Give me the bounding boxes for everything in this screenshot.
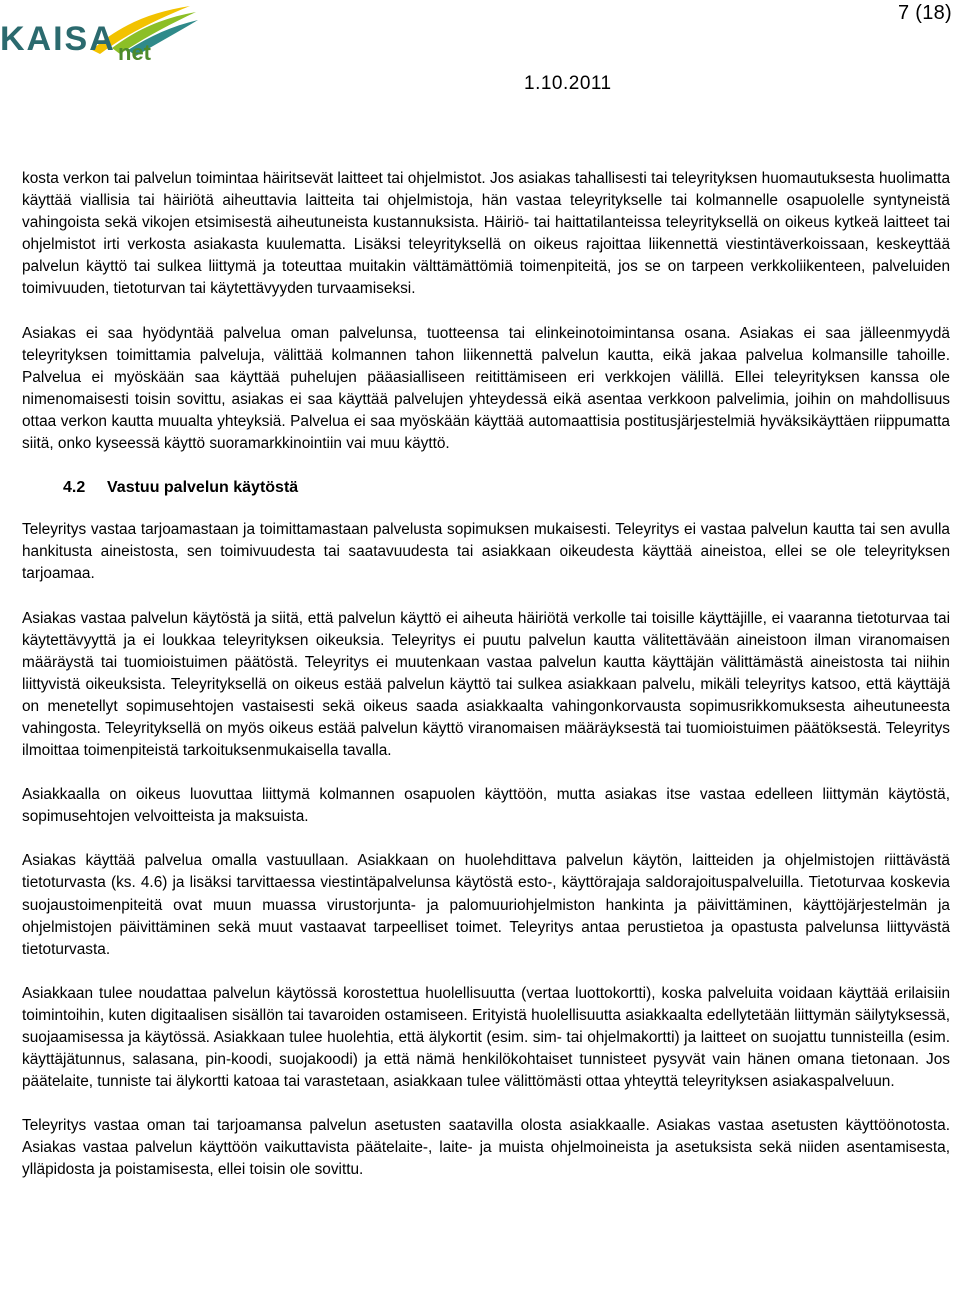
document-body [22,168,950,1204]
document-date: 1.10.2011 [524,73,612,94]
body-paragraph: Asiakkaan tulee noudattaa palvelun käytössä korostettua huolellisuutta (vertaa luottokortti), koska palveluita voidaan käyttää erilaisiin toimintoihin, kuten digitaalisen sisällön tai tavaroiden ostamiseen. Erityistä huolellisuutta asiakkaalta edellytetään liittymän säilytyksessä, suojaamisessa ja käytössä. Asiakkaan tulee huolehtia, että älykortit (esim. sim- tai ohjelmakortti) ja laitteet on suojattu tunnisteilla (esim. käyttäjätunnus, salasana, pin-koodi, suojakoodi) ja että nämä henkilökohtaiset tunnisteet pysyvät vain hänen omana tietonaan. Jos päätelaite, tunniste tai älykortti katoaa tai varastetaan, asiakkaan tulee välittömästi ottaa yhteyttä teleyrityksen asiakaspalveluun. [22,984,950,1091]
body-paragraph: Teleyritys vastaa oman tai tarjoamansa palvelun asetusten saatavilla olosta asiakkaalle. Asiakas vastaa asetusten käyttöönotosta. Asiakas vastaa palvelun käyttöön vaikuttavista päätelaite-, laite- ja muista ohjelmoineista ja asetuksista sekä niiden asentamisesta, ylläpidosta ja poistamisesta, ellei toisin ole sovittu. [22,1117,950,1179]
logo-wordmark: KAISA [0,20,116,58]
kaisanet-logo [0,4,200,68]
body-paragraph: Asiakas ei saa hyödyntää palvelua oman palvelunsa, tuotteensa tai elinkeinotoimintansa osana. Asiakas ei saa jälleenmyydä teleyrityksen toimittamia palveluja, välittää kolmannen tahon liikennettä palvelun kautta, eikä jakaa palvelua kolmansille tahoille. Palvelua ei myöskään saa käyttää puhelujen pääasialliseen reitittämiseen eri verkkojen välillä. Ellei teleyrityksen kanssa ole nimenomaisesti toisin sovittu, asiakas ei saa käyttää palvelujen yhteydessä eikä asentaa verkkoon palvelimia, joihin on mahdollisuus ottaa verkon kautta muualta yhteyksiä. Palvelua ei saa myöskään käyttää automaattisia postitusjärjestelmiä hyväksikäyttäen riippumatta siitä, onko kyseessä käyttö suoramarkkinointiin vai muu käyttö. [22,324,950,453]
body-paragraph: Asiakas vastaa palvelun käytöstä ja siitä, että palvelun käyttö ei aiheuta häiriötä verkolle tai toisille käyttäjille, ei vaaranna tietoturvaa tai käytettävyyttä ja ei loukkaa teleyrityksen oikeuksia. Teleyritys ei puutu palvelun kautta välitettävään aineistoon ilman viranomaisen määräystä tai tuomioistuimen päätöstä. Teleyritys ei muutenkaan vastaa palvelun kautta käyttäjän välittämästä aineistosta tai niihin liittyvistä oikeuksista. Teleyrityksellä on oikeus estää palvelun käyttö tai sulkea asiakkaan palvelu, mikäli teleyritys katsoo, että käyttäjä on menetellyt sopimusehtojen vastaisesti sekä oikeus saada asiakkaalta vahingonkorvausta sopimusrikkomuksesta aiheutuneesta vahingosta. Teleyrityksellä on myös oikeus estää palvelun käyttö viranomaisen määräyksestä tai tuomioistuimen päätöksestä. Teleyritys ilmoittaa toimenpiteistä tarkoituksenmukaisella tavalla. [22,609,950,760]
page-number: 7 (18) [897,2,952,24]
section-title: Vastuu palvelun käytöstä [107,479,299,497]
body-paragraph: Teleyritys vastaa tarjoamastaan ja toimittamastaan palvelusta sopimuksen mukaisesti. Teleyritys ei vastaa palvelun kautta tai sen avulla hankitusta aineistosta, sen toimivuudesta tai saatavuudesta tai asiakkaan oikeudesta käyttää aineistoa, ellei se ole teleyrityksen tarjoamaa. [22,521,950,583]
section-heading [22,477,950,499]
section-number: 4.2 [63,479,86,497]
body-paragraph: Asiakas käyttää palvelua omalla vastuullaan. Asiakkaan on huolehdittava palvelun käytön, laitteiden ja ohjelmistojen riittävästä tietoturvasta (ks. 4.6) ja lisäksi tarvittaessa viestintäpalvelunsa käytöstä esto-, käyttörajaja saldorajoituspalveluilla. Tietoturvaa koskevia suojaustoimenpiteitä ovat muun muassa virustorjunta- ja palomuuriohjelmiston hankinta ja päivittäminen, käyttöjärjestelmän ja ohjelmistojen päivittäminen sekä muut vastaavat tarpeelliset toimet. Teleyritys antaa perustietoa ja opastusta palvelunsa liittyvästä tietoturvasta. [22,852,950,958]
body-paragraph: Asiakkaalla on oikeus luovuttaa liittymä kolmannen osapuolen käyttöön, mutta asiakas itse vastaa edelleen liittymän käytöstä, sopimusehtojen velvoitteista ja maksuista. [22,786,950,826]
body-paragraph: kosta verkon tai palvelun toimintaa häiritsevät laitteet tai ohjelmistot. Jos asiakas tahallisesti tai teleyrityksen huomautuksesta huolimatta käyttää viallisia tai häiriötä aiheuttavia laitteita tai ohjelmistoja, hän vastaa teleyritykselle tai kolmannelle osapuolelle syntyneistä vahingoista sekä vikojen etsimisestä aiheutuneista kustannuksista. Häiriö- tai haittatilanteissa teleyrityksellä on oikeus kytkeä laitteet tai ohjelmistot irti verkosta asiakasta kuulematta. Lisäksi teleyrityksellä on oikeus rajoittaa liikennettä viestintäverkoissaan, keskeyttää palvelun käyttö tai sulkea liittymä ja toteuttaa muitakin välttämättömiä toimenpiteitä, jos se on tarpeen verkkoliikenteen, palveluiden toimivuuden, tietoturvan tai käytettävyyden turvaamiseksi. [22,170,950,298]
logo-wordmark-net: net [118,40,151,65]
